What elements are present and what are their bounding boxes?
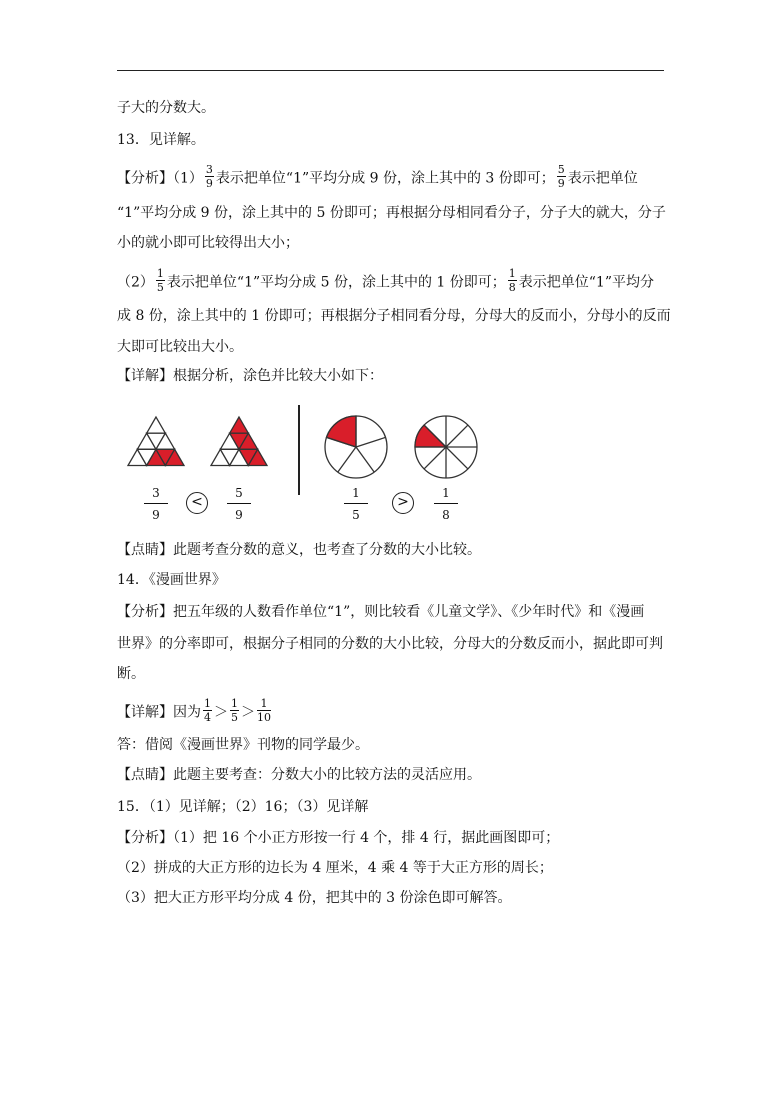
fraction — [230, 698, 239, 723]
label-1-8 — [434, 486, 458, 522]
denominator: 8 — [442, 508, 450, 522]
numerator: 1 — [231, 697, 238, 710]
compare-less-symbol: < — [186, 492, 208, 514]
text-line: 【分析】（1）把 16 个小正方形按一行 4 个，排 4 行，据此画图即可； — [117, 830, 560, 846]
numerator: 1 — [344, 486, 368, 504]
numerator: 1 — [156, 267, 164, 280]
denominator: 9 — [205, 177, 213, 190]
text-line: 断。 — [117, 666, 145, 682]
text-line: （3）把大正方形平均分成 4 份，把其中的 3 份涂色即可解答。 — [117, 890, 512, 906]
question-15-heading: 15．（1）见详解；（2）16；（3）见详解 — [117, 799, 369, 815]
text-line: （2）拼成的大正方形的边长为 4 厘米，4 乘 4 等于大正方形的周长； — [117, 860, 553, 876]
text: （2） — [117, 274, 154, 291]
text-line: 世界》的分率即可，根据分子相同的分数的大小比较，分母大的分数反而小，据此即可判 — [117, 636, 663, 652]
denominator: 5 — [231, 711, 238, 724]
compare-greater-symbol: > — [392, 492, 414, 514]
text-line: 子大的分数大。 — [117, 100, 215, 116]
numerator: 3 — [205, 163, 213, 176]
figure-canvas — [118, 395, 498, 495]
text: 表示把单位“1”平均分 — [518, 274, 654, 291]
fraction — [203, 698, 212, 723]
fraction — [205, 164, 214, 189]
numerator: 1 — [508, 267, 516, 280]
text-line: “1”平均分成 9 份，涂上其中的 5 份即可；再根据分母相同看分子，分子大的就大，分子 — [117, 205, 666, 221]
text-line: 【详解】根据分析，涂色并比较大小如下： — [117, 368, 383, 384]
fraction — [508, 268, 517, 293]
text: 表示把单位“1”平均分成 9 份，涂上其中的 3 份即可； — [215, 170, 555, 187]
denominator: 5 — [352, 508, 360, 522]
greater-sign: ＞ — [241, 704, 255, 721]
text-line: 【分析】把五年级的人数看作单位“1”，则比较看《儿童文学》、《少年时代》和《漫画 — [117, 604, 645, 620]
label-1-5 — [344, 486, 368, 522]
numerator: 3 — [144, 486, 168, 504]
numerator: 5 — [557, 163, 565, 176]
fraction-figure — [118, 395, 498, 525]
numerator: 1 — [434, 486, 458, 504]
fraction — [156, 268, 165, 293]
denominator: 9 — [557, 177, 565, 190]
fraction — [257, 698, 271, 723]
denominator: 9 — [152, 508, 160, 522]
label-3-9 — [144, 486, 168, 522]
text-line: 【点睛】此题考查分数的意义，也考查了分数的大小比较。 — [117, 542, 481, 558]
analysis-line — [117, 267, 654, 294]
text: 【详解】因为 — [117, 704, 201, 721]
greater-sign: ＞ — [214, 704, 228, 721]
text: 表示把单位 — [567, 170, 638, 187]
denominator: 8 — [508, 281, 516, 294]
question-14-heading: 14．《漫画世界》 — [117, 572, 226, 588]
denominator: 4 — [204, 711, 211, 724]
analysis-line — [117, 163, 638, 190]
numerator: 1 — [204, 697, 211, 710]
numerator: 1 — [257, 698, 271, 711]
text-line: 【点睛】此题主要考查：分数大小的比较方法的灵活应用。 — [117, 767, 481, 783]
fraction — [557, 164, 566, 189]
analysis-label: 【分析】（1） — [117, 170, 203, 187]
denominator: 10 — [257, 711, 271, 724]
triangle-b-cell-shaded — [230, 417, 249, 433]
text-line: 成 8 份，涂上其中的 1 份即可；再根据分子相同看分母，分母大的反而小，分母小的反而 — [117, 308, 671, 324]
answer-line: 答：借阅《漫画世界》刊物的同学最少。 — [117, 737, 369, 753]
text-line: 小的就小即可比较得出大小； — [117, 235, 299, 251]
label-5-9 — [227, 486, 251, 522]
denominator: 5 — [156, 281, 164, 294]
text-line: 大即可比较出大小。 — [117, 339, 243, 355]
question-13-heading: 13．见详解。 — [117, 132, 205, 148]
numerator: 5 — [227, 486, 251, 504]
header-rule — [117, 70, 664, 71]
text: 表示把单位“1”平均分成 5 份，涂上其中的 1 份即可； — [166, 274, 506, 291]
denominator: 9 — [235, 508, 243, 522]
detail-line — [117, 697, 273, 724]
triangle-a-cell — [147, 417, 166, 433]
